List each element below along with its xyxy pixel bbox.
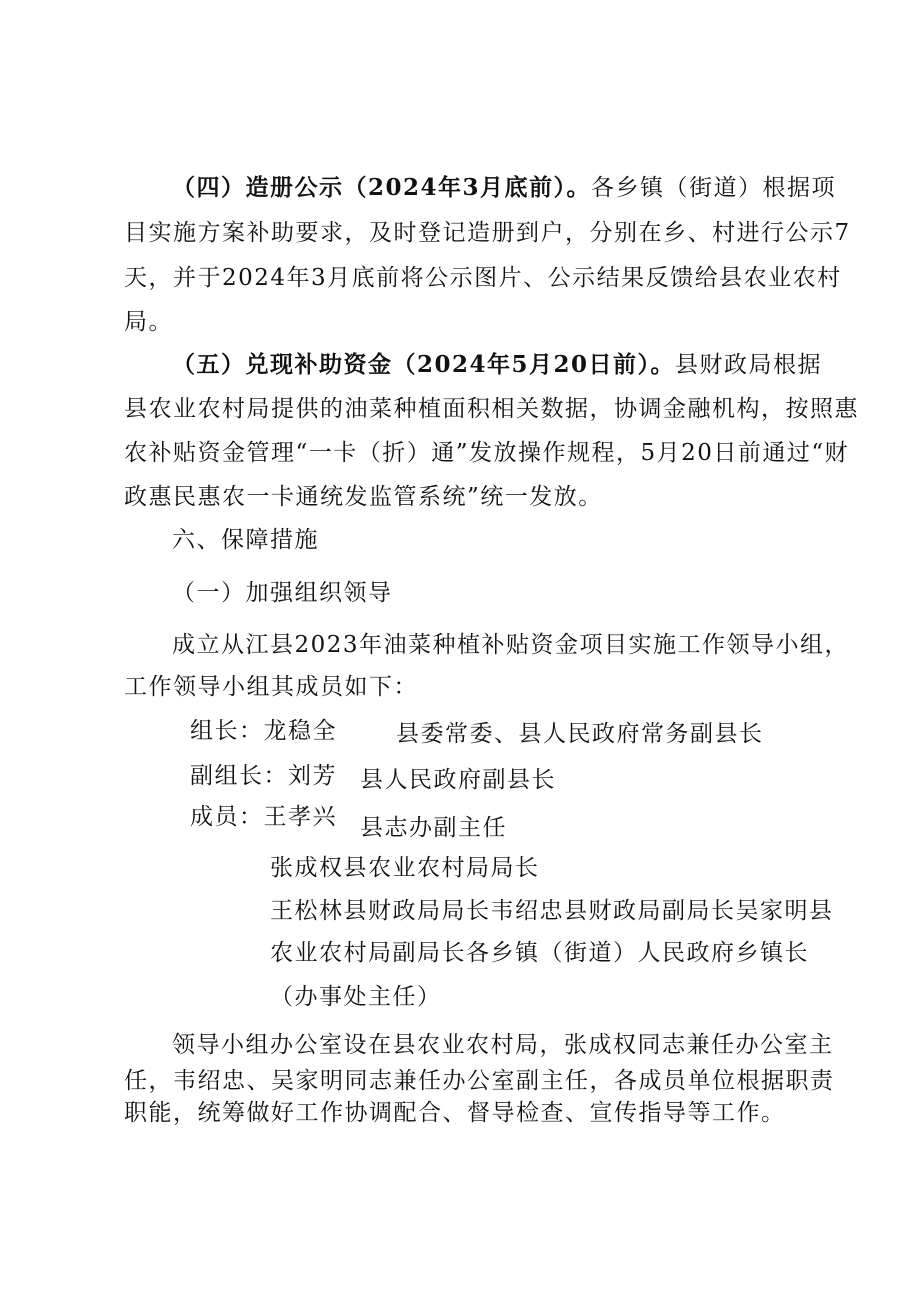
section4-text: 各乡镇（街道）根据项 [591, 175, 837, 201]
chapter6-subheading: （一）加强组织领导 [172, 580, 393, 606]
section5-text: 县财政局根据 [675, 352, 823, 378]
member-line-3: 农业农村局副局长各乡镇（街道）人民政府乡镇长 [270, 940, 809, 966]
member-line-4: （办事处主任） [270, 984, 442, 1010]
office-line-1: 领导小组办公室设在县农业农村局，张成权同志兼任办公室主 [172, 1032, 834, 1058]
section5-line-3: 农补贴资金管理“一卡（折）通”发放操作规程，5月20日前通过“财 [124, 440, 850, 466]
leader-label: 组长：龙稳全 [190, 718, 337, 744]
members-label: 成员：王孝兴 [190, 804, 337, 830]
deputy-title: 县人民政府副县长 [360, 767, 556, 793]
intro-line-2: 工作领导小组其成员如下： [124, 674, 418, 700]
section4-line-4: 局。 [124, 309, 173, 335]
deputy-label: 副组长：刘芳 [190, 763, 337, 789]
section5-first-line [172, 350, 822, 380]
section4-heading: （四）造册公示（2024年3月底前）。 [172, 174, 592, 201]
section4-line-3: 天，并于2024年3月底前将公示图片、公示结果反馈给县农业农村 [124, 265, 842, 291]
intro-line-1: 成立从江县2023年油菜种植补贴资金项目实施工作领导小组， [172, 632, 850, 658]
chapter6-title: 六、保障措施 [172, 527, 319, 553]
leader-title: 县委常委、县人民政府常务副县长 [396, 721, 764, 747]
section4-line-2: 目实施方案补助要求，及时登记造册到户，分别在乡、村进行公示7 [124, 220, 851, 246]
section4-first-line [172, 173, 836, 203]
office-line-3: 职能，统筹做好工作协调配合、督导检查、宣传指导等工作。 [124, 1100, 786, 1126]
member-line-2: 王松林县财政局局长韦绍忠县财政局副局长吴家明县 [270, 898, 834, 924]
section5-line-2: 县农业农村局提供的油菜种植面积相关数据，协调金融机构，按照惠 [124, 396, 859, 422]
section5-heading: （五）兑现补助资金（2024年5月20日前）。 [172, 351, 676, 378]
member-line-1: 张成权县农业农村局局长 [270, 855, 540, 881]
members-title: 县志办副主任 [360, 815, 507, 841]
section5-line-4: 政惠民惠农一卡通统发监管系统”统一发放。 [124, 484, 603, 510]
office-line-2: 任，韦绍忠、吴家明同志兼任办公室副主任，各成员单位根据职责 [124, 1068, 835, 1094]
